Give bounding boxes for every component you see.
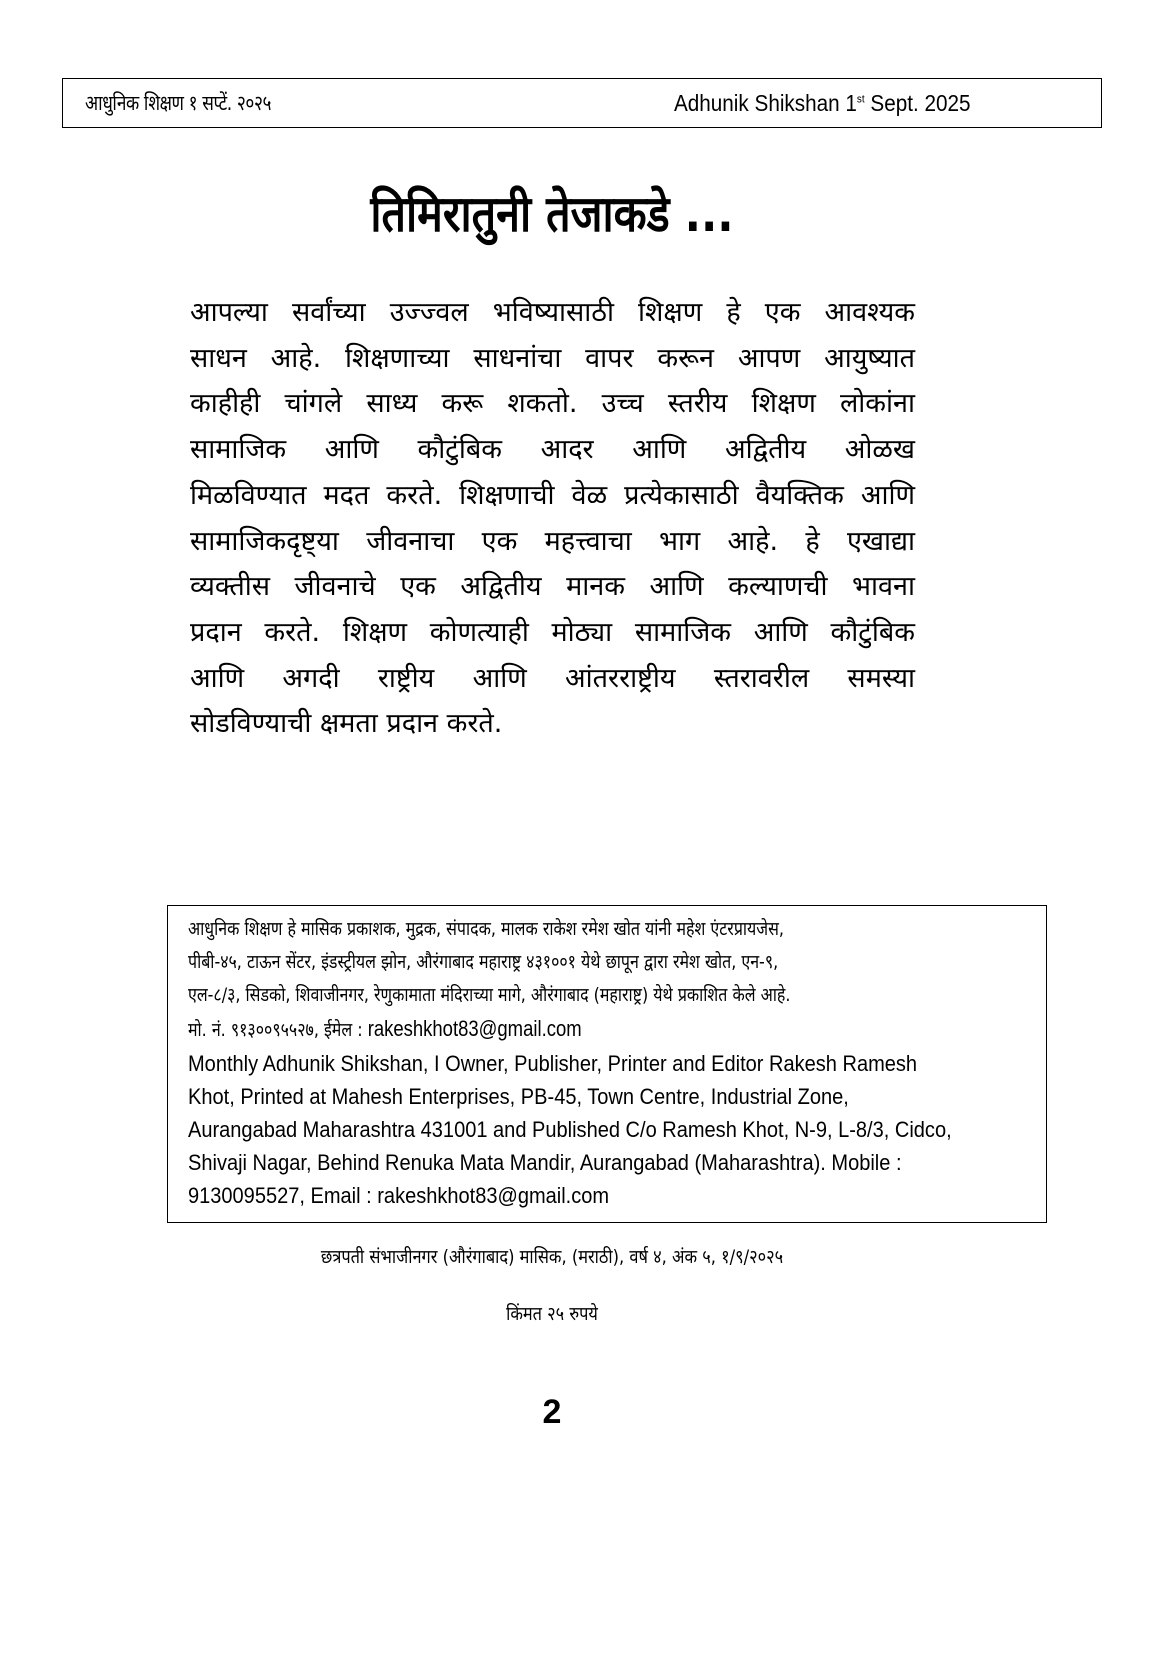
article-line: साधन आहे. शिक्षणाच्या साधनांचा वापर करून आपण आयुष्यात	[190, 342, 915, 374]
publisher-marathi-line: पीबी-४५, टाऊन सेंटर, इंडस्ट्रीयल झोन, औरंगाबाद महाराष्ट्र ४३१००१ येथे छापून द्वारा रमेश खोत, एन-९,	[188, 951, 779, 973]
article-line: मिळविण्यात मदत करते. शिक्षणाची वेळ प्रत्येकासाठी वैयक्तिक आणि	[190, 479, 915, 511]
publisher-contact-marathi	[188, 1012, 894, 1047]
price-label: किंमत २५ रुपये	[506, 1303, 598, 1325]
publisher-marathi-line: एल-८/३, सिडको, शिवाजीनगर, रेणुकामाता मंदिराच्या मागे, औरंगाबाद (महाराष्ट्र) येथे प्रकाशित केले आहे.	[188, 984, 791, 1006]
publisher-marathi-line: आधुनिक शिक्षण हे मासिक प्रकाशक, मुद्रक, संपादक, मालक राकेश रमेश खोत यांनी महेश एंटरप्रायजेस,	[188, 918, 784, 940]
header-ordinal-suffix: st	[857, 92, 866, 105]
article-line: आपल्या सर्वांच्या उज्ज्वल भविष्यासाठी शिक्षण हे एक आवश्यक	[190, 297, 915, 328]
header-marathi-title: आधुनिक शिक्षण १ सप्टें. २०२५	[85, 91, 272, 115]
article-line: काहीही चांगले साध्य करू शकतो. उच्च स्तरीय शिक्षण लोकांना	[190, 388, 915, 420]
publisher-english-line: 9130095527, Email : rakeshkhot83@gmail.com	[188, 1183, 610, 1208]
article-line: सामाजिकदृष्ट्या जीवनाचा एक महत्त्वाचा भाग आहे. हे एखाद्या	[190, 525, 915, 557]
publisher-english-line: Monthly Adhunik Shikshan, I Owner, Publisher, Printer and Editor Rakesh Ramesh	[188, 1051, 918, 1076]
article-title: तिमिरातुनी तेजाकडे ...	[370, 185, 734, 243]
publisher-english-line: Khot, Printed at Mahesh Enterprises, PB-45, Town Centre, Industrial Zone,	[188, 1084, 849, 1109]
publisher-english-line: Shivaji Nagar, Behind Renuka Mata Mandir, Aurangabad (Maharashtra). Mobile :	[188, 1150, 902, 1175]
publisher-info-box	[167, 905, 1047, 1223]
article-line: आणि अगदी राष्ट्रीय आणि आंतरराष्ट्रीय स्तरावरील समस्या	[190, 662, 915, 694]
page-number: 2	[542, 1393, 562, 1431]
contact-label: मो. नं. ९१३००९५५२७, ईमेल :	[188, 1019, 368, 1041]
article-line: सामाजिक आणि कौटुंबिक आदर आणि अद्वितीय ओळख	[190, 434, 915, 466]
publication-info: छत्रपती संभाजीनगर (औरंगाबाद) मासिक, (मराठी), वर्ष ४, अंक ५, १/९/२०२५	[320, 1246, 784, 1268]
contact-email-link[interactable]: rakeshkhot83@gmail.com	[367, 1016, 582, 1041]
header-english-prefix: Adhunik Shikshan 1	[674, 89, 858, 116]
article-body	[190, 290, 915, 747]
header-english-date: Sept. 2025	[865, 89, 971, 116]
running-header	[62, 78, 1102, 128]
publisher-english-line: Aurangabad Maharashtra 431001 and Published C/o Ramesh Khot, N-9, L-8/3, Cidco,	[188, 1117, 952, 1142]
header-english-title	[674, 90, 971, 117]
article-line: प्रदान करते. शिक्षण कोणत्याही मोठ्या सामाजिक आणि कौटुंबिक	[190, 616, 915, 648]
article-line: व्यक्तीस जीवनाचे एक अद्वितीय मानक आणि कल्याणची भावना	[190, 571, 915, 603]
article-line: सोडविण्याची क्षमता प्रदान करते.	[190, 708, 503, 740]
